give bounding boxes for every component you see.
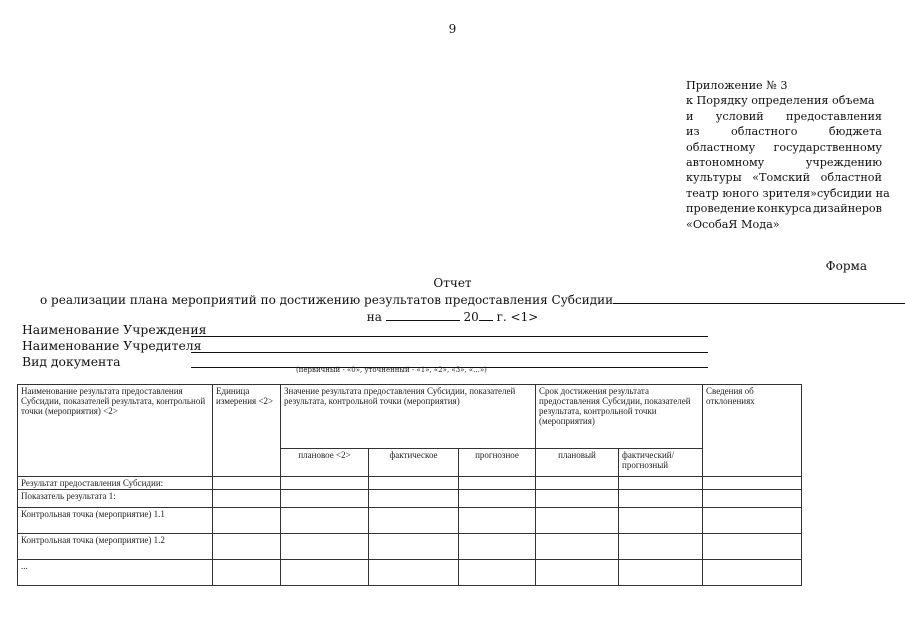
table-cell[interactable]	[213, 508, 281, 534]
table-cell[interactable]	[281, 508, 369, 534]
table-cell[interactable]	[459, 534, 536, 560]
header-unit: Единица измерения <2>	[213, 385, 281, 477]
appendix-word: условий	[715, 109, 764, 123]
table-cell[interactable]	[281, 490, 369, 508]
appendix-word: и	[686, 109, 694, 123]
row-label: Контрольная точка (мероприятие) 1.2	[18, 534, 213, 560]
appendix-line	[686, 124, 882, 139]
row-label: Контрольная точка (мероприятие) 1.1	[18, 508, 213, 534]
header-actual: фактическое	[369, 449, 459, 477]
institution-label: Наименование Учреждения	[22, 322, 207, 337]
table-cell[interactable]	[619, 477, 703, 490]
table-cell[interactable]	[536, 477, 619, 490]
appendix-word: из	[686, 125, 700, 139]
table-cell[interactable]	[459, 508, 536, 534]
report-subtitle	[40, 292, 905, 307]
page-number: 9	[448, 22, 457, 36]
table-cell[interactable]	[536, 560, 619, 586]
table-cell[interactable]	[703, 490, 802, 508]
subtitle-blank[interactable]	[613, 292, 905, 304]
appendix-header	[686, 78, 890, 232]
appendix-word: культуры	[686, 171, 742, 185]
table-cell[interactable]	[619, 560, 703, 586]
table-cell[interactable]	[619, 490, 703, 508]
appendix-word: Приложение № 3	[686, 79, 788, 92]
appendix-word: проведение	[686, 202, 756, 216]
table-cell[interactable]	[369, 560, 459, 586]
appendix-line	[686, 140, 882, 155]
table-cell[interactable]	[459, 490, 536, 508]
report-title: Отчет	[433, 276, 472, 290]
table-cell[interactable]	[213, 490, 281, 508]
appendix-word: учреждению	[805, 156, 882, 170]
appendix-line	[686, 170, 882, 185]
appendix-word: дизайнеров	[813, 202, 882, 216]
table-header-row	[18, 385, 802, 449]
appendix-line	[686, 155, 882, 170]
table-row	[18, 560, 802, 586]
date-blank[interactable]	[386, 309, 460, 321]
founder-field[interactable]	[191, 352, 708, 353]
appendix-word: бюджета	[828, 125, 882, 139]
appendix-line	[686, 201, 882, 216]
table-cell[interactable]	[536, 534, 619, 560]
appendix-line	[686, 186, 890, 201]
table-row	[18, 490, 802, 508]
doc-type-hint: (первичный - «0», уточненный - «1», «2», «3», «...»)	[296, 366, 487, 374]
appendix-line	[686, 78, 882, 93]
institution-field[interactable]	[191, 336, 708, 337]
header-deadline-group: Срок достижения результата предоставления Субсидии, показателей результата, контрольной точки (мероприятия)	[536, 385, 703, 449]
appendix-word: конкурса	[756, 202, 812, 216]
table-cell[interactable]	[703, 477, 802, 490]
table-cell[interactable]	[459, 477, 536, 490]
appendix-word: государственному	[773, 140, 882, 154]
appendix-word: предоставления	[786, 109, 882, 123]
table-cell[interactable]	[619, 508, 703, 534]
header-deviations: Сведения об отклонениях	[703, 385, 802, 477]
date-prefix: на	[366, 310, 382, 324]
appendix-word: «Томский	[752, 171, 811, 185]
appendix-word: театр юного зрителя»	[686, 186, 818, 200]
table-cell[interactable]	[619, 534, 703, 560]
year-blank[interactable]	[479, 309, 493, 321]
row-label: Показатель результата 1:	[18, 490, 213, 508]
appendix-word: субсидии на	[817, 186, 890, 200]
table-row	[18, 477, 802, 490]
appendix-word: к Порядку определения объема	[686, 94, 875, 108]
table-cell[interactable]	[703, 560, 802, 586]
header-planned: плановое <2>	[281, 449, 369, 477]
header-name: Наименование результата предоставления Субсидии, показателей результата, контрольной точки (мероприятия) <2>	[18, 385, 213, 477]
table-cell[interactable]	[213, 477, 281, 490]
appendix-word: «ОсобаЯ Мода»	[686, 217, 780, 231]
year-prefix: 20	[463, 310, 479, 324]
table-cell[interactable]	[703, 508, 802, 534]
form-label: Форма	[825, 259, 867, 273]
table-cell[interactable]	[281, 560, 369, 586]
table-cell[interactable]	[369, 534, 459, 560]
table-cell[interactable]	[369, 490, 459, 508]
header-deadline-planned: плановый	[536, 449, 619, 477]
appendix-line	[686, 109, 882, 124]
table-cell[interactable]	[369, 508, 459, 534]
report-table	[17, 384, 802, 586]
header-value-group: Значение результата предоставления Субсидии, показателей результата, контрольной точки (мероприятия)	[281, 385, 536, 449]
doc-type-label: Вид документа	[22, 354, 121, 369]
table-row	[18, 508, 802, 534]
table-cell[interactable]	[536, 490, 619, 508]
table-row	[18, 534, 802, 560]
table-cell[interactable]	[369, 477, 459, 490]
appendix-line	[686, 93, 882, 108]
header-forecast: прогнозное	[459, 449, 536, 477]
table-cell[interactable]	[213, 534, 281, 560]
row-label: Результат предоставления Субсидии:	[18, 477, 213, 490]
table-cell[interactable]	[281, 534, 369, 560]
appendix-word: автономному	[686, 156, 765, 170]
appendix-word: областному	[686, 140, 756, 154]
table-cell[interactable]	[213, 560, 281, 586]
report-subtitle-text: о реализации плана мероприятий по достижению результатов предоставления Субсидии	[40, 293, 614, 307]
appendix-word: областной	[820, 171, 882, 185]
table-cell[interactable]	[459, 560, 536, 586]
table-cell[interactable]	[703, 534, 802, 560]
row-label: ...	[18, 560, 213, 586]
table-cell[interactable]	[536, 508, 619, 534]
date-suffix: г. <1>	[496, 310, 539, 324]
founder-label: Наименование Учредителя	[22, 338, 202, 353]
header-deadline-actual: фактический/ прогнозный	[619, 449, 703, 477]
appendix-line	[686, 217, 882, 232]
table-cell[interactable]	[281, 477, 369, 490]
appendix-word: областного	[730, 125, 798, 139]
